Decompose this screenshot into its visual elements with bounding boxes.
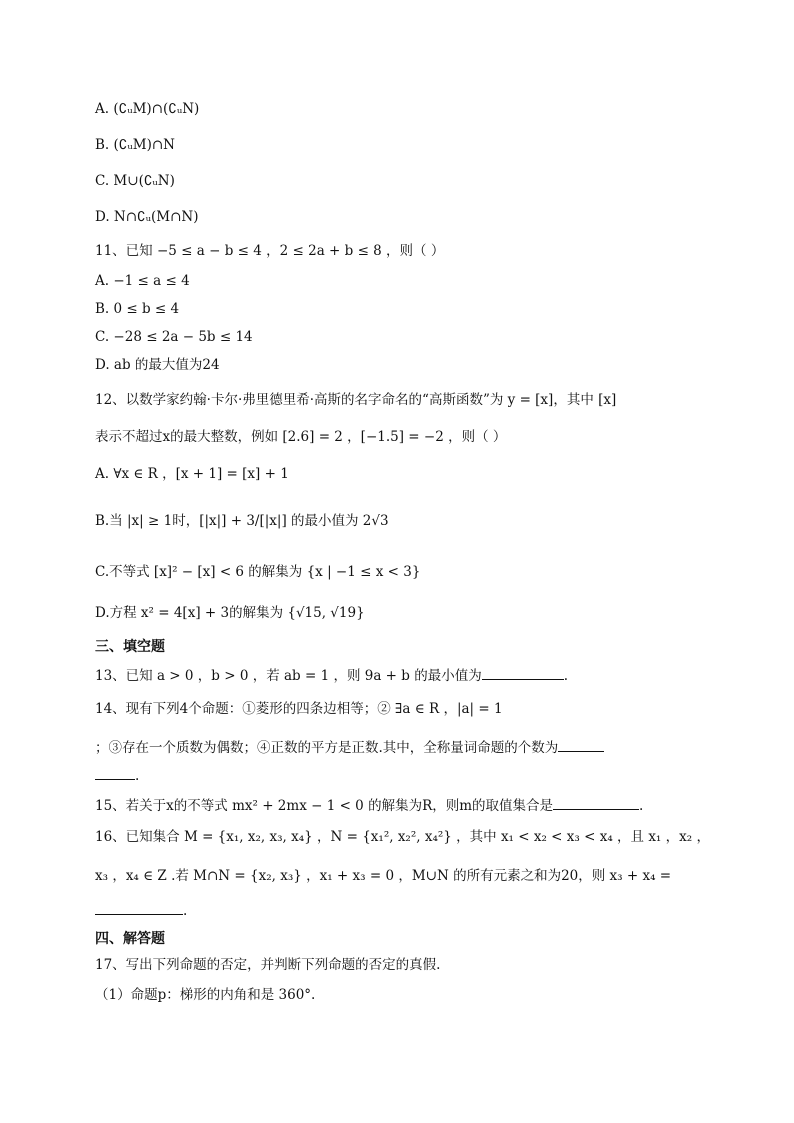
section-fill-blank-heading: 三、填空题 bbox=[95, 639, 165, 655]
question-15-text: 15、若关于x的不等式 mx² + 2mx − 1 < 0 的解集为R，则m的取值集合是 bbox=[95, 798, 554, 814]
option-11c: C. −28 ≤ 2a − 5b ≤ 14 bbox=[95, 329, 253, 345]
option-12b: B.当 |x| ≥ 1时，[|x|] + 3/[|x|] 的最小值为 2√3 bbox=[95, 513, 389, 529]
question-12-line2: 表示不超过x的最大整数，例如 [2.6] = 2 ，[−1.5] = −2 ，则（ ） bbox=[95, 429, 507, 445]
question-13-text: 13、已知 a > 0 ，b > 0 ，若 ab = 1 ，则 9a + b 的最小值为 bbox=[95, 668, 482, 684]
question-13: 13、已知 a > 0 ，b > 0 ，若 ab = 1 ，则 9a + b 的最小值为 . bbox=[95, 665, 568, 686]
option-10d: D. N∩∁ᵤ(M∩N) bbox=[95, 209, 199, 225]
option-12d: D.方程 x² = 4[x] + 3的解集为 {√15, √19} bbox=[95, 605, 365, 621]
answer-blank bbox=[553, 795, 639, 810]
answer-blank bbox=[95, 900, 183, 915]
answer-blank bbox=[95, 765, 135, 780]
question-14-line2 bbox=[95, 737, 604, 758]
question-14-line3 bbox=[95, 765, 139, 786]
question-17: 17、写出下列命题的否定，并判断下列命题的否定的真假. bbox=[95, 957, 441, 973]
question-16-line3 bbox=[95, 900, 187, 921]
question-11: 11、已知 −5 ≤ a − b ≤ 4 ，2 ≤ 2a + b ≤ 8 ，则（ ） bbox=[95, 243, 445, 259]
question-14-end: . bbox=[135, 768, 140, 784]
question-12-line1: 12、以数学家约翰·卡尔·弗里德里希·高斯的名字命名的“高斯函数”为 y = [x]，其中 [x] bbox=[95, 392, 617, 408]
question-14-text: ；③存在一个质数为偶数；④正数的平方是正数.其中，全称量词命题的个数为 bbox=[95, 740, 559, 756]
answer-blank bbox=[558, 737, 604, 752]
option-10b: B. (∁ᵤM)∩N bbox=[95, 137, 175, 153]
question-15: 15、若关于x的不等式 mx² + 2mx − 1 < 0 的解集为R，则m的取值集合是 . bbox=[95, 795, 643, 816]
question-16-end: . bbox=[183, 903, 188, 919]
option-11d: D. ab 的最大值为24 bbox=[95, 357, 220, 373]
option-11a: A. −1 ≤ a ≤ 4 bbox=[95, 273, 190, 289]
question-16-line1: 16、已知集合 M = {x₁, x₂, x₃, x₄} ，N = {x₁², x₂², x₄²} ，其中 x₁ < x₂ < x₃ < x₄ ，且 x₁ ，x₂ ， bbox=[95, 829, 710, 845]
answer-blank bbox=[482, 665, 564, 680]
option-11b: B. 0 ≤ b ≤ 4 bbox=[95, 301, 180, 317]
option-10a: A. (∁ᵤM)∩(∁ᵤN) bbox=[95, 101, 200, 117]
question-14-line1: 14、现有下列4个命题：①菱形的四条边相等；② ∃a ∈ R ，|a| = 1 bbox=[95, 701, 503, 717]
question-17-part1: （1）命题p：梯形的内角和是 360°. bbox=[95, 987, 316, 1003]
question-16-line2: x₃ ，x₄ ∈ Z .若 M∩N = {x₂, x₃} ，x₁ + x₃ = 0 ，M∪N 的所有元素之和为20，则 x₃ + x₄ = bbox=[95, 868, 672, 884]
option-12a: A. ∀x ∈ R ，[x + 1] = [x] + 1 bbox=[95, 466, 289, 482]
option-12c: C.不等式 [x]² − [x] < 6 的解集为 {x | −1 ≤ x < 3} bbox=[95, 564, 421, 580]
section-answer-heading: 四、解答题 bbox=[95, 931, 165, 947]
option-10c: C. M∪(∁ᵤN) bbox=[95, 173, 175, 189]
